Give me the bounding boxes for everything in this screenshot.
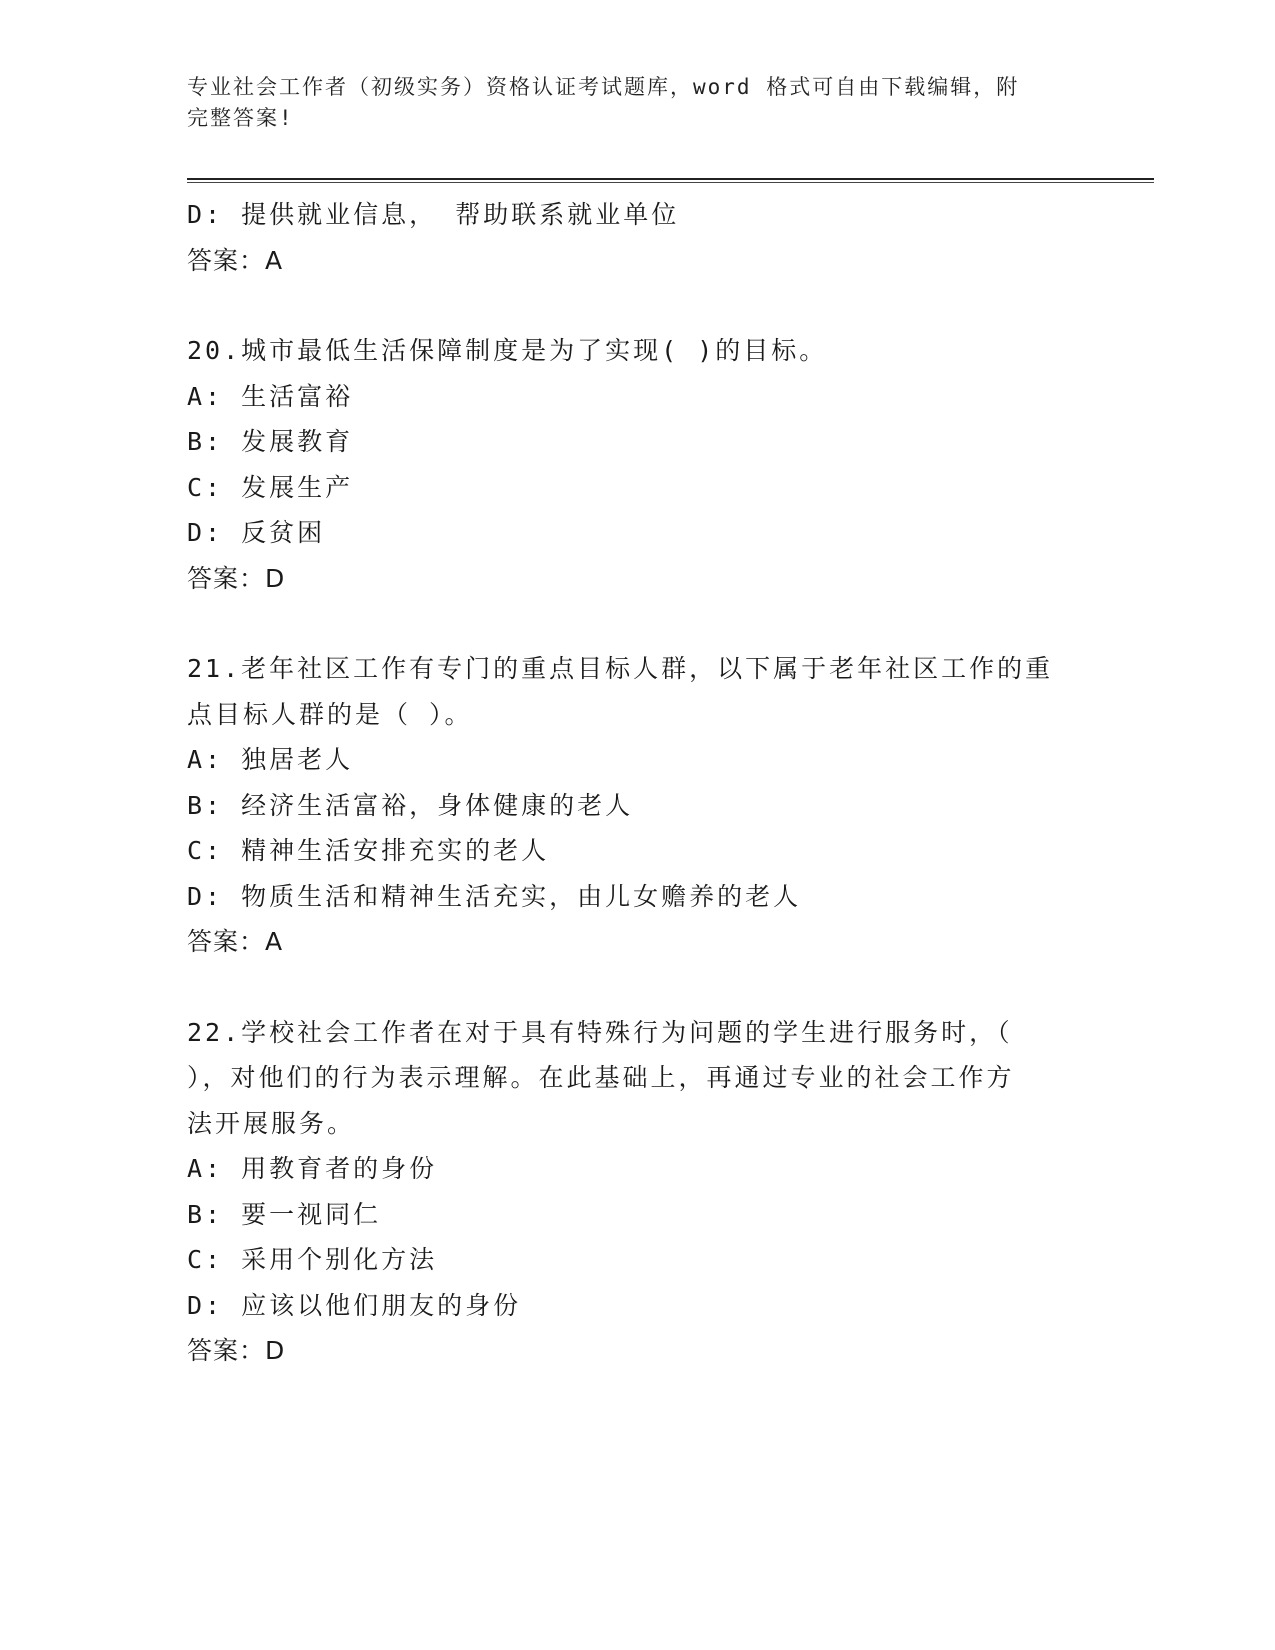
option-c: C: 精神生活安排充实的老人 (187, 836, 550, 865)
question-text: 法开展服务。 (187, 1108, 356, 1138)
option-b: B: 发展教育 (187, 427, 354, 456)
question-text: 点目标人群的是（ ）。 (187, 699, 473, 729)
header-line-2: 完整答案! (187, 106, 294, 130)
question-text: 20.城市最低生活保障制度是为了实现( )的目标。 (187, 336, 828, 365)
option-a: A: 独居老人 (187, 745, 354, 774)
option-d: D: 提供就业信息， 帮助联系就业单位 (187, 200, 680, 229)
question-block-22 (187, 1010, 1087, 1374)
answer-line: 答案：D (187, 1336, 286, 1365)
header-divider-thin (187, 182, 1154, 183)
option-a: A: 生活富裕 (187, 381, 354, 411)
option-d: D: 反贫困 (187, 518, 326, 547)
option-a: A: 用教育者的身份 (187, 1154, 438, 1183)
question-block-21 (187, 646, 1087, 965)
question-text: 21.老年社区工作有专门的重点目标人群，以下属于老年社区工作的重 (187, 654, 1054, 683)
option-b: B: 经济生活富裕，身体健康的老人 (187, 790, 634, 820)
option-c: C: 发展生产 (187, 472, 354, 502)
question-text: 22.学校社会工作者在对于具有特殊行为问题的学生进行服务时，（ (187, 1017, 1013, 1047)
answer-line: 答案：D (187, 563, 286, 593)
header-line-1: 专业社会工作者（初级实务）资格认证考试题库，word 格式可自由下载编辑，附 (187, 75, 1020, 99)
option-d: D: 应该以他们朋友的身份 (187, 1290, 522, 1320)
question-list (187, 192, 1087, 1374)
answer-line: 答案：A (187, 927, 284, 956)
document-header (187, 72, 1067, 134)
option-d: D: 物质生活和精神生活充实，由儿女赡养的老人 (187, 881, 802, 911)
header-divider-thick (187, 178, 1154, 180)
option-b: B: 要一视同仁 (187, 1199, 382, 1229)
answer-line: 答案：A (187, 245, 284, 275)
option-c: C: 采用个别化方法 (187, 1245, 438, 1274)
question-text: ），对他们的行为表示理解。在此基础上，再通过专业的社会工作方 (187, 1063, 1015, 1092)
question-block-19 (187, 192, 1087, 283)
question-block-20 (187, 328, 1087, 601)
